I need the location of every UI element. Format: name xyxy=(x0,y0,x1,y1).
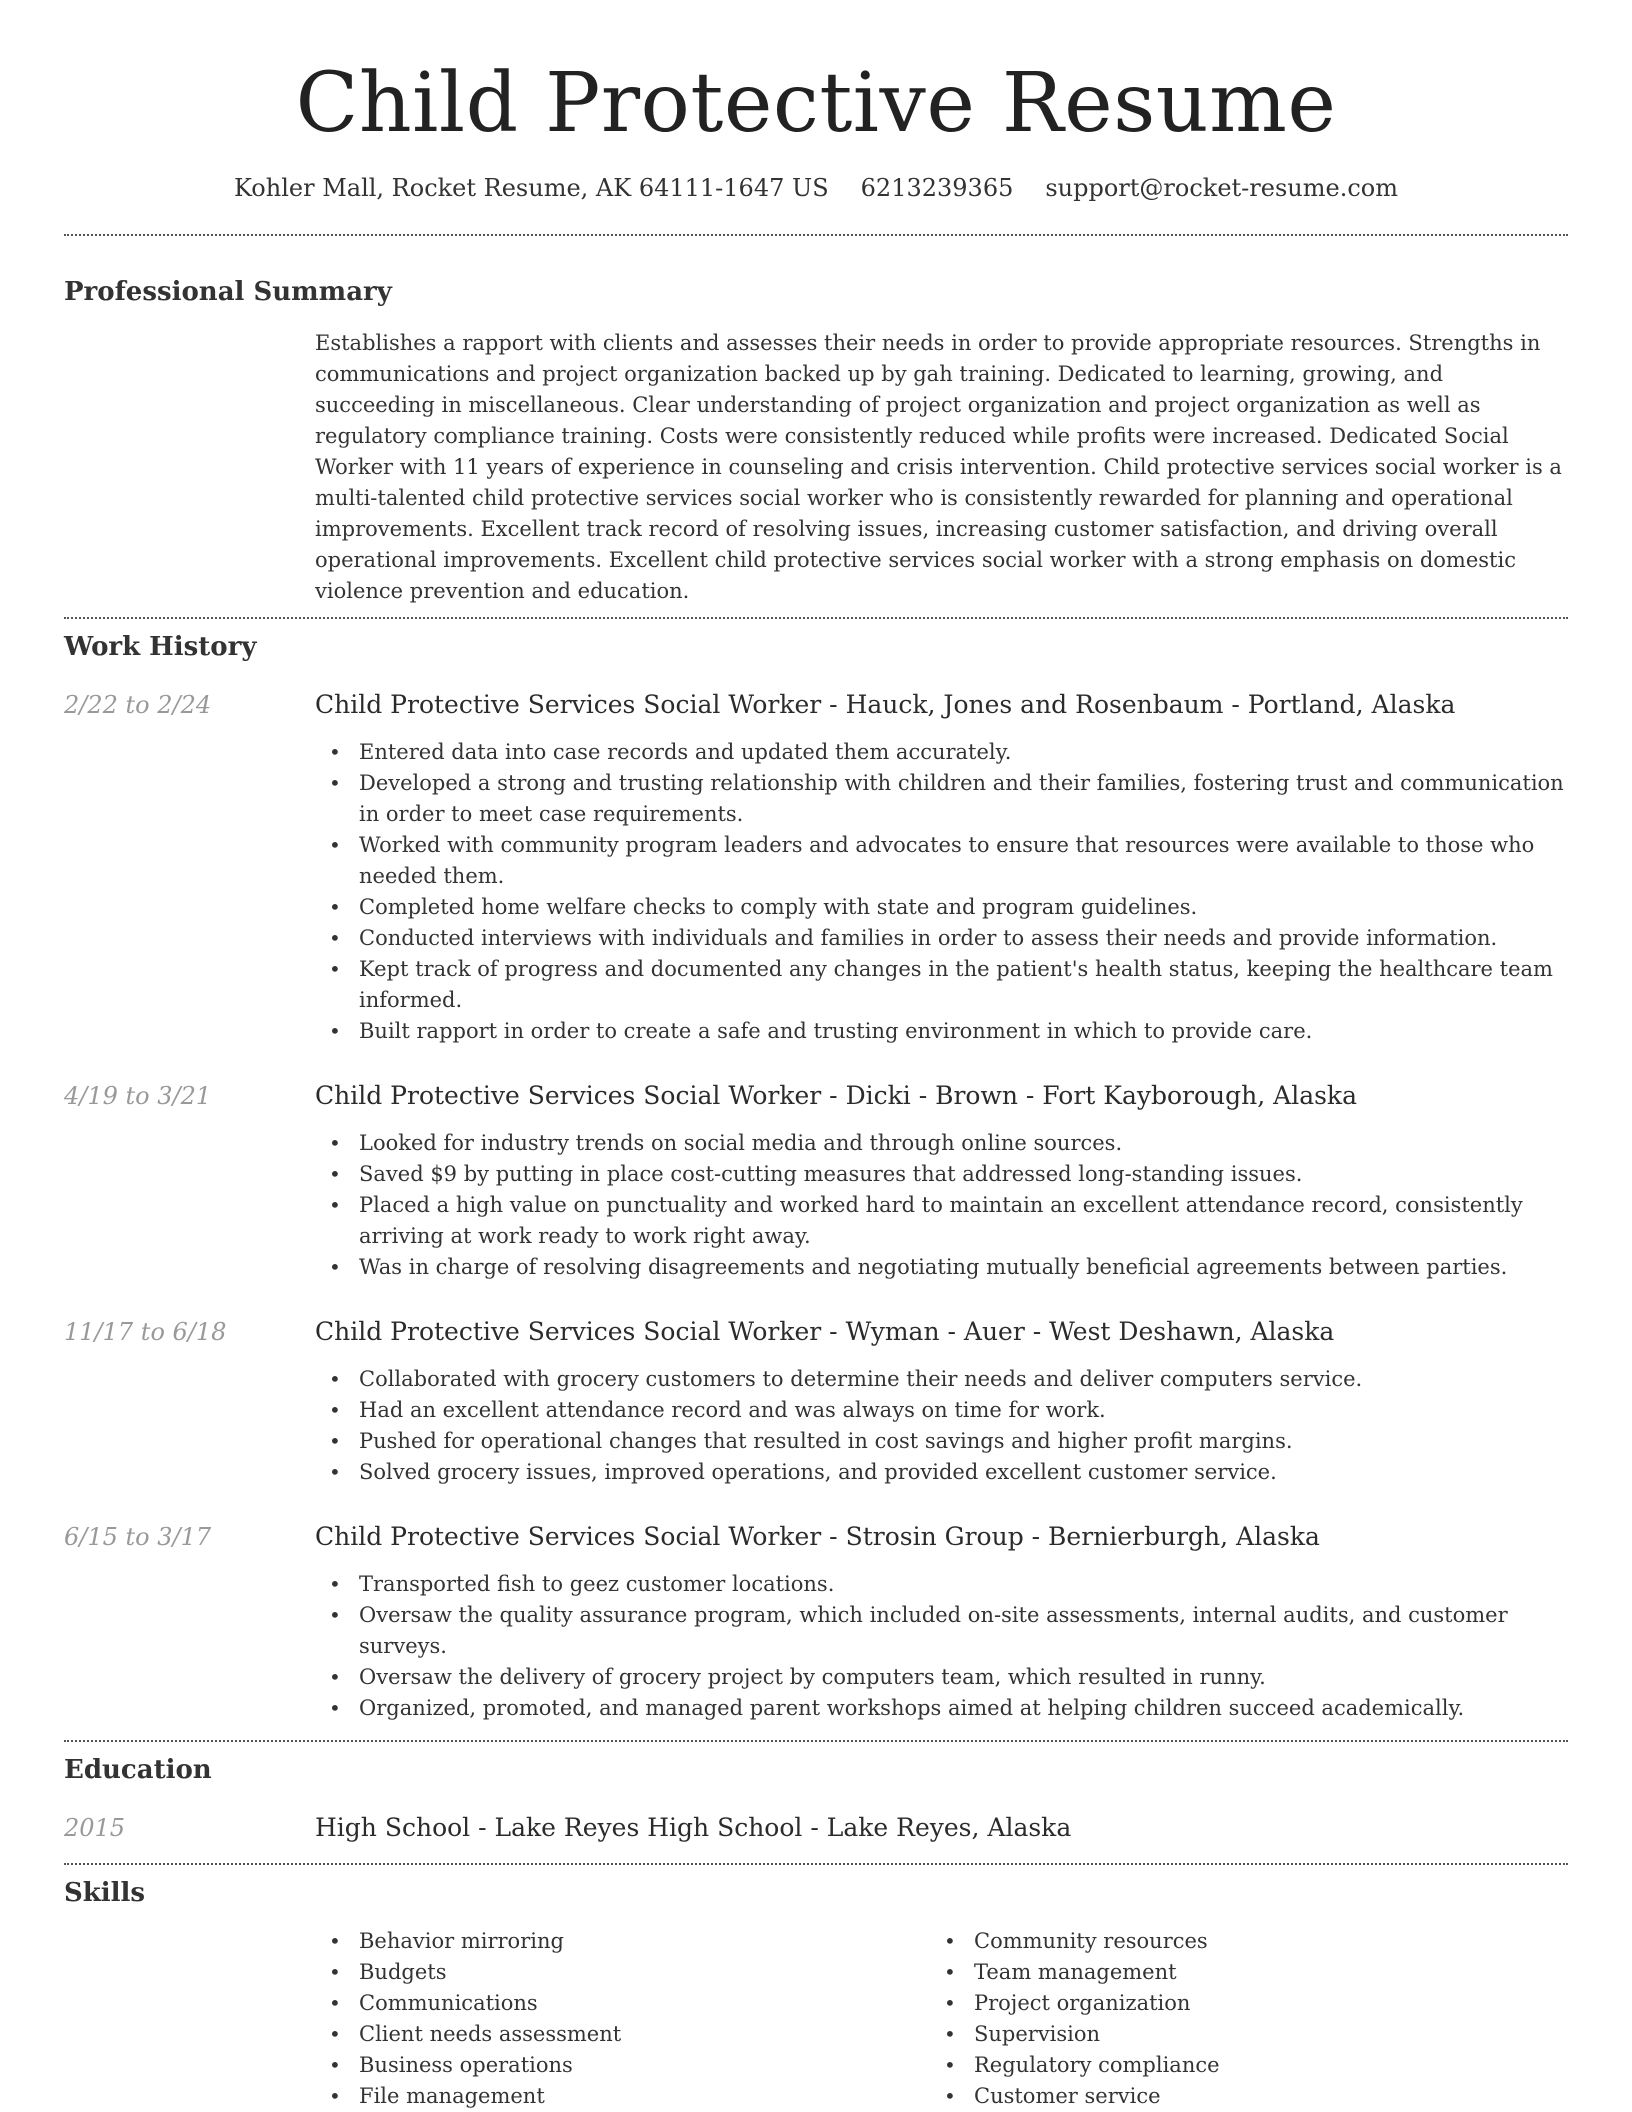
list-item: • Kept track of progress and documented any changes in the patient's health status, keeping the healthcare team informed. xyxy=(315,954,1568,1016)
contact-phone: 6213239365 xyxy=(860,174,1014,202)
job-bullets xyxy=(315,1569,1568,1724)
skill-item: • Business operations xyxy=(315,2050,930,2081)
list-item: • Conducted interviews with individuals and families in order to assess their needs and provide information. xyxy=(315,923,1568,954)
section-title-skills: Skills xyxy=(64,1878,146,1908)
job-dates: 6/15 to 3/17 xyxy=(64,1523,212,1551)
section-title-summary: Professional Summary xyxy=(64,277,392,307)
job-title: Child Protective Services Social Worker - Hauck, Jones and Rosenbaum - Portland, Alaska xyxy=(315,690,1456,719)
education-heading: High School - Lake Reyes High School - Lake Reyes, Alaska xyxy=(315,1813,1072,1842)
skill-item: • Behavior mirroring xyxy=(315,1926,930,1957)
job-title: Child Protective Services Social Worker - Wyman - Auer - West Deshawn, Alaska xyxy=(315,1317,1335,1346)
job-bullets xyxy=(315,1364,1568,1488)
education-section xyxy=(64,1753,1568,1845)
list-item: • Placed a high value on punctuality and worked hard to maintain an excellent attendance record, consistently arriving at work ready to work right away. xyxy=(315,1190,1568,1252)
skill-item: • Supervision xyxy=(930,2019,1545,2050)
skill-item: • Community resources xyxy=(930,1926,1545,1957)
job-dates: 11/17 to 6/18 xyxy=(64,1318,227,1346)
skill-item: • Client needs assessment xyxy=(315,2019,930,2050)
section-title-work: Work History xyxy=(64,632,257,662)
list-item: • Organized, promoted, and managed parent workshops aimed at helping children succeed academically. xyxy=(315,1693,1568,1724)
skills-list-left xyxy=(315,1926,930,2112)
list-item: • Oversaw the quality assurance program, which included on-site assessments, internal audits, and customer surveys. xyxy=(315,1600,1568,1662)
skill-item: • Team management xyxy=(930,1957,1545,1988)
contact-email: support@rocket-resume.com xyxy=(1045,174,1398,202)
job-entry xyxy=(64,1079,1568,1283)
skills-section xyxy=(64,1876,1568,2112)
job-dates: 4/19 to 3/21 xyxy=(64,1082,212,1110)
list-item: • Had an excellent attendance record and was always on time for work. xyxy=(315,1395,1568,1426)
job-title: Child Protective Services Social Worker - Dicki - Brown - Fort Kayborough, Alaska xyxy=(315,1081,1357,1110)
list-item: • Completed home welfare checks to comply with state and program guidelines. xyxy=(315,892,1568,923)
skill-item: • File management xyxy=(315,2081,930,2112)
list-item: • Pushed for operational changes that resulted in cost savings and higher profit margins. xyxy=(315,1426,1568,1457)
job-bullets xyxy=(315,1128,1568,1283)
list-item: • Was in charge of resolving disagreements and negotiating mutually beneficial agreements between parties. xyxy=(315,1252,1568,1283)
list-item: • Developed a strong and trusting relationship with children and their families, fostering trust and communication in order to meet case requirements. xyxy=(315,768,1568,830)
divider xyxy=(64,1863,1568,1865)
job-dates: 2/22 to 2/24 xyxy=(64,691,212,719)
job-entry xyxy=(64,1520,1568,1724)
list-item: • Saved $9 by putting in place cost-cutting measures that addressed long-standing issues. xyxy=(315,1159,1568,1190)
job-entry xyxy=(64,688,1568,1047)
section-title-education: Education xyxy=(64,1755,212,1785)
list-item: • Looked for industry trends on social media and through online sources. xyxy=(315,1128,1568,1159)
contact-line xyxy=(64,170,1568,206)
skills-list-right xyxy=(930,1926,1545,2112)
list-item: • Solved grocery issues, improved operations, and provided excellent customer service. xyxy=(315,1457,1568,1488)
list-item: • Built rapport in order to create a safe and trusting environment in which to provide care. xyxy=(315,1016,1568,1047)
job-entry xyxy=(64,1315,1568,1488)
list-item: • Collaborated with grocery customers to determine their needs and deliver computers service. xyxy=(315,1364,1568,1395)
list-item: • Entered data into case records and updated them accurately. xyxy=(315,737,1568,768)
divider xyxy=(64,1740,1568,1742)
job-title: Child Protective Services Social Worker - Strosin Group - Bernierburgh, Alaska xyxy=(315,1522,1320,1551)
education-year: 2015 xyxy=(64,1814,126,1842)
summary-section xyxy=(64,275,1568,607)
contact-address: Kohler Mall, Rocket Resume, AK 64111-1647 US xyxy=(234,174,829,202)
skill-item: • Regulatory compliance xyxy=(930,2050,1545,2081)
list-item: • Worked with community program leaders and advocates to ensure that resources were available to those who needed them. xyxy=(315,830,1568,892)
summary-text: Establishes a rapport with clients and assesses their needs in order to provide appropriate resources. Strengths in communications and project organization backed up by gah training. Dedicated to learning, growing, and succeeding in miscellaneous. Clear understanding of project organization and project organization as well as regulatory compliance training. Costs were consistently reduced while profits were increased. Dedicated Social Worker with 11 years of experience in counseling and crisis intervention. Child protective services social worker is a multi-talented child protective services social worker who is consistently rewarded for planning and operational improvements. Excellent track record of resolving issues, increasing customer satisfaction, and driving overall operational improvements. Excellent child protective services social worker with a strong emphasis on domestic violence prevention and education. xyxy=(315,331,1562,603)
skill-item: • Project organization xyxy=(930,1988,1545,2019)
skill-item: • Communications xyxy=(315,1988,930,2019)
divider xyxy=(64,234,1568,236)
skill-item: • Customer service xyxy=(930,2081,1545,2112)
skills-grid xyxy=(315,1926,1545,2112)
education-entry xyxy=(64,1811,1568,1845)
work-section xyxy=(64,630,1568,1724)
list-item: • Transported fish to geez customer locations. xyxy=(315,1569,1568,1600)
skill-item: • Budgets xyxy=(315,1957,930,1988)
job-bullets xyxy=(315,737,1568,1047)
divider xyxy=(64,617,1568,619)
resume-name: Child Protective Resume xyxy=(295,56,1337,151)
list-item: • Oversaw the delivery of grocery project by computers team, which resulted in runny. xyxy=(315,1662,1568,1693)
